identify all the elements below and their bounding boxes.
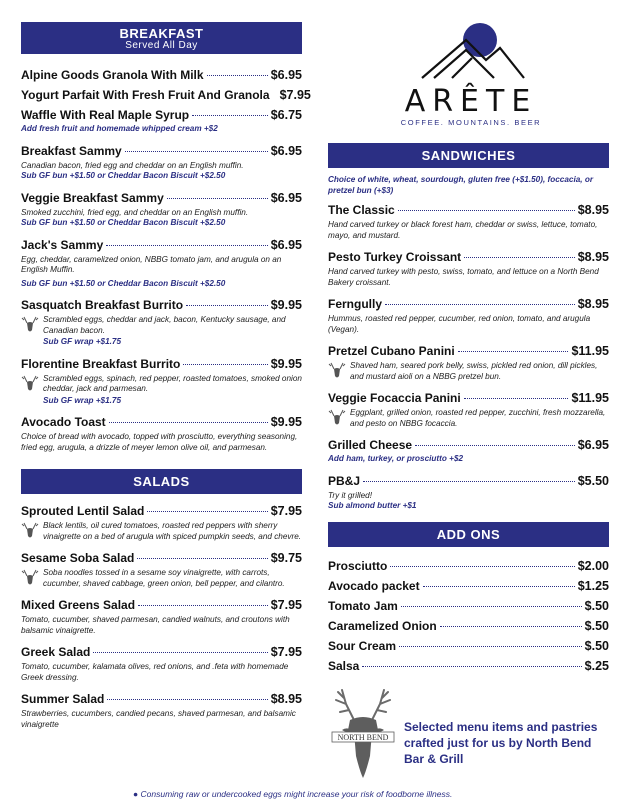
item-price: $11.95	[571, 391, 609, 405]
item-price: $8.95	[577, 250, 609, 264]
arete-logo	[382, 14, 560, 126]
addon-name: Avocado packet	[328, 578, 420, 593]
addon-item	[328, 559, 609, 573]
menu-item	[21, 692, 302, 730]
item-price: $7.95	[270, 504, 302, 518]
menu-item	[21, 68, 302, 82]
north-bend-deer-logo	[330, 686, 396, 786]
item-description: Scrambled eggs, spinach, red pepper, roasted tomatoes, smoked onion cheddar, jack and parmesan.	[43, 373, 302, 393]
item-description: Scrambled eggs, cheddar and jack, bacon, Kentucky sausage, and Canadian bacon.	[43, 315, 286, 335]
item-option: Sub GF bun +$1.50 or Cheddar Bacon Biscuit +$2.50	[21, 218, 226, 227]
menu-item	[21, 357, 302, 407]
addons-title: ADD ONS	[436, 526, 501, 542]
footer-text: Consuming raw or undercooked eggs might increase your risk of foodborne illness.	[140, 789, 453, 799]
item-price: $7.95	[279, 88, 311, 102]
sandwiches-list	[328, 203, 609, 512]
menu-item	[21, 415, 302, 453]
item-name: Yogurt Parfait With Fresh Fruit And Granola	[21, 88, 270, 102]
item-name: Alpine Goods Granola With Milk	[21, 68, 204, 82]
menu-item	[21, 144, 302, 182]
addon-price: $.25	[584, 658, 609, 673]
item-price: $8.95	[270, 692, 302, 706]
item-name: Veggie Breakfast Sammy	[21, 190, 164, 205]
item-price: $9.75	[270, 551, 302, 565]
item-price: $9.95	[270, 298, 302, 312]
item-price: $7.95	[270, 645, 302, 659]
item-name: Breakfast Sammy	[21, 143, 122, 158]
menu-item	[21, 551, 302, 589]
item-option: Sub GF wrap +$1.75	[43, 337, 122, 346]
salads-title: SALADS	[133, 474, 190, 489]
item-description: Egg, cheddar, caramelized onion, NBBG tomato jam, and arugula on an English Muffin.	[21, 254, 282, 274]
addon-price: $2.00	[577, 558, 609, 573]
menu-item	[328, 297, 609, 335]
item-description: Canadian bacon, fried egg and cheddar on an English muffin.	[21, 160, 244, 170]
item-description: Tomato, cucumber, shaved parmesan, candied walnuts, and croutons with balsamic vinaigrette.	[21, 615, 290, 635]
item-price: $8.95	[577, 203, 609, 217]
item-price: $6.95	[577, 438, 609, 452]
item-name: Sesame Soba Salad	[21, 551, 135, 565]
item-option: Sub almond butter +$1	[328, 501, 417, 510]
right-column	[328, 143, 609, 673]
item-price: $9.95	[270, 415, 302, 429]
menu-item	[21, 504, 302, 542]
item-name: Sasquatch Breakfast Burrito	[21, 298, 184, 312]
item-option: Add fresh fruit and homemade whipped cream +$2	[21, 124, 218, 133]
addon-price: $.50	[584, 598, 609, 613]
item-description: Hand carved turkey or black forest ham, cheddar or swiss, lettuce, tomato, mayo, and mustard.	[328, 220, 598, 240]
addons-list	[328, 559, 609, 673]
addon-name: Salsa	[328, 658, 360, 673]
item-name: Avocado Toast	[21, 415, 106, 429]
deer-head-icon	[21, 521, 39, 541]
brand-name: ARÊTE	[404, 84, 538, 119]
item-name: Grilled Cheese	[328, 438, 413, 452]
promo-text: Selected menu items and pastries crafted just for us by North Bend Bar & Grill	[404, 720, 598, 766]
item-description: Shaved ham, seared pork belly, swiss, pickled red onion, dill pickles, and mustard aioli on a NBBG pretzel bun.	[350, 361, 598, 381]
deer-head-icon	[21, 374, 39, 394]
item-name: Ferngully	[328, 297, 383, 311]
item-description: Black lentils, oil cured tomatoes, roasted red peppers with sherry vinaigrette on a bed of arugula with spiced pumpkin seeds, and chevre.	[43, 521, 302, 541]
item-description: Hummus, roasted red pepper, cucumber, red onion, tomato, and arugula (Vegan).	[328, 314, 591, 334]
addon-name: Sour Cream	[328, 638, 397, 653]
item-price: $6.95	[270, 143, 302, 158]
item-name: Florentine Breakfast Burrito	[21, 356, 181, 371]
item-description: Try it grilled!	[328, 490, 372, 500]
item-price: $5.50	[577, 473, 609, 488]
deer-badge-text: NORTH BEND	[337, 733, 389, 742]
deer-head-icon	[328, 361, 346, 381]
item-name: The Classic	[328, 203, 395, 217]
menu-item	[328, 250, 609, 288]
menu-item	[21, 191, 302, 229]
item-name: Pretzel Cubano Panini	[328, 344, 455, 358]
deer-head-icon	[21, 315, 39, 335]
addon-name: Caramelized Onion	[328, 618, 437, 633]
item-price: $6.95	[270, 237, 302, 252]
item-name: Waffle With Real Maple Syrup	[21, 108, 190, 122]
menu-item	[328, 203, 609, 241]
addon-price: $.50	[584, 638, 609, 653]
menu-item	[21, 108, 302, 135]
item-option: Sub GF bun +$1.50 or Cheddar Bacon Biscuit +$2.50	[21, 171, 226, 180]
item-option: Sub GF bun +$1.50 or Cheddar Bacon Biscuit +$2.50	[21, 278, 226, 288]
item-description: Hand carved turkey with pesto, swiss, tomato, and lettuce on a North Bend Bakery croissant.	[328, 267, 599, 287]
sandwiches-note: Choice of white, wheat, sourdough, gluten free (+$1.50), foccacia, or pretzel bun (+$3)	[328, 175, 594, 195]
bullet-icon: ●	[133, 789, 139, 799]
menu-item	[328, 391, 609, 429]
menu-item	[328, 474, 609, 512]
addon-price: $.50	[584, 618, 609, 633]
sandwiches-header	[328, 143, 609, 168]
deer-head-icon	[330, 686, 396, 786]
item-description: Smoked zucchini, fried egg, and cheddar on an English muffin.	[21, 207, 249, 217]
menu-item	[328, 344, 609, 382]
breakfast-subtitle: Served All Day	[125, 40, 198, 51]
item-name: Pesto Turkey Croissant	[328, 250, 462, 264]
item-price: $11.95	[571, 344, 609, 358]
salads-header	[21, 469, 302, 494]
addon-item	[328, 639, 609, 653]
addons-header	[328, 522, 609, 547]
item-description: Strawberries, cucumbers, candied pecans, shaved parmesan, and balsamic vinaigrette	[21, 709, 296, 729]
item-name: Greek Salad	[21, 645, 91, 659]
item-description: Tomato, cucumber, kalamata olives, red onions, and .feta with homemade Greek dressing.	[21, 662, 289, 682]
addon-item	[328, 579, 609, 593]
addon-item	[328, 659, 609, 673]
addon-price: $1.25	[577, 578, 609, 593]
menu-item	[21, 598, 302, 636]
item-option: Sub GF wrap +$1.75	[43, 395, 122, 405]
deer-head-icon	[21, 568, 39, 588]
menu-item	[21, 298, 302, 348]
menu-item	[21, 238, 302, 290]
item-description: Choice of bread with avocado, topped with prosciutto, everything seasoning, fried egg, arugula, a drizzle of meyer lemon olive oil, and parmesan.	[21, 432, 298, 452]
salads-list	[21, 504, 302, 730]
item-price: $6.75	[270, 108, 302, 122]
addon-name: Prosciutto	[328, 558, 388, 573]
item-description: Eggplant, grilled onion, roasted red pepper, zucchini, fresh mozzarella, and pesto on NBBG focaccia.	[350, 408, 606, 428]
item-name: Summer Salad	[21, 692, 105, 706]
item-description: Soba noodles tossed in a sesame soy vinaigrette, with carrots, cucumber, shaved cabbage, green onion, bell pepper, and cilantro.	[43, 568, 285, 588]
sandwiches-title: SANDWICHES	[421, 148, 516, 163]
left-column	[21, 22, 311, 730]
item-name: PB&J	[328, 473, 361, 488]
deer-head-icon	[328, 408, 346, 428]
item-price: $7.95	[270, 598, 302, 612]
addon-name: Tomato Jam	[328, 598, 398, 613]
mountain-logo-icon	[382, 14, 560, 84]
brand-tagline: COFFEE. MOUNTAINS. BEER	[400, 118, 542, 127]
item-name: Jack's Sammy	[21, 237, 104, 252]
breakfast-list	[21, 68, 311, 453]
footer-note	[133, 789, 452, 799]
item-name: Veggie Focaccia Panini	[328, 391, 461, 405]
addon-item	[328, 599, 609, 613]
menu-item	[328, 438, 609, 465]
item-name: Mixed Greens Salad	[21, 598, 136, 612]
addon-item	[328, 619, 609, 633]
item-price: $8.95	[577, 297, 609, 311]
breakfast-header	[21, 22, 302, 54]
item-price: $9.95	[270, 356, 302, 371]
item-option: Add ham, turkey, or prosciutto +$2	[328, 454, 464, 463]
menu-item	[21, 645, 302, 683]
item-name: Sprouted Lentil Salad	[21, 504, 145, 518]
item-price: $6.95	[270, 68, 302, 82]
item-price: $6.95	[270, 190, 302, 205]
breakfast-title: BREAKFAST	[119, 26, 204, 41]
menu-item	[21, 88, 311, 102]
